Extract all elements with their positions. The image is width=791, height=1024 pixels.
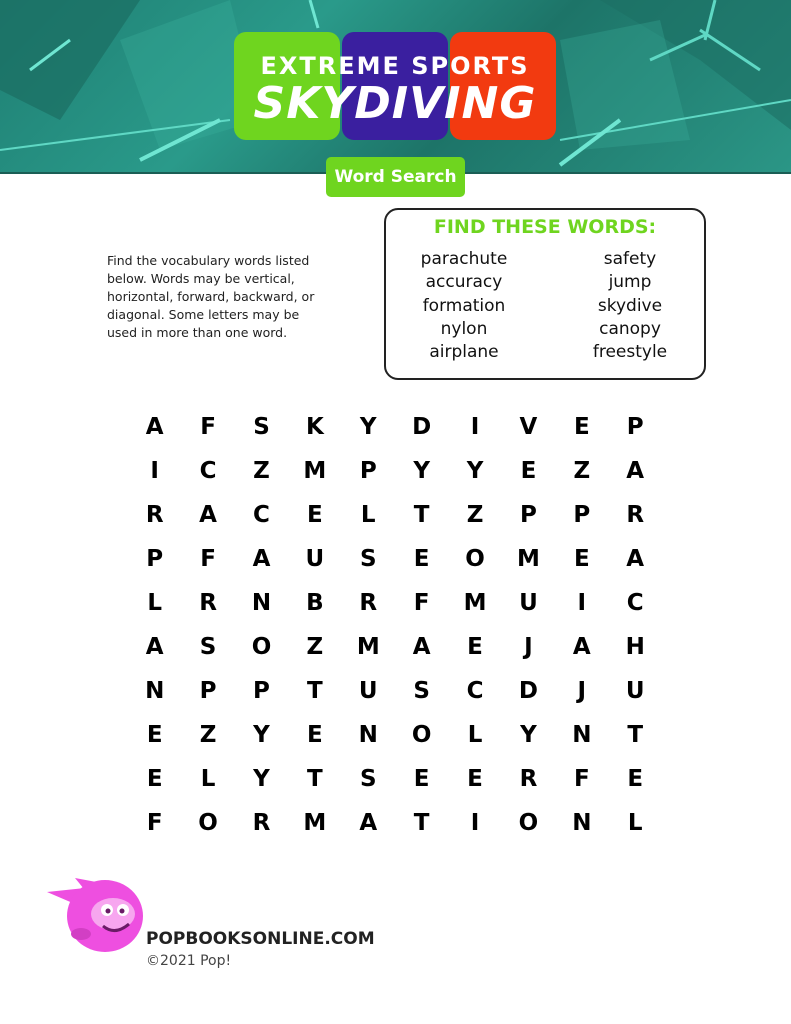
grid-letter: P — [573, 502, 591, 528]
grid-letter: E — [146, 722, 163, 748]
grid-letter: C — [199, 458, 217, 484]
grid-letter: E — [573, 414, 590, 440]
grid-letter: E — [413, 546, 430, 572]
word-item: accuracy — [425, 272, 503, 293]
grid-letter: D — [518, 678, 538, 704]
grid-letter: D — [412, 414, 432, 440]
grid-letter: J — [577, 678, 587, 704]
grid-letter: S — [253, 414, 270, 440]
grid-letter: Z — [573, 458, 591, 484]
header-banner — [0, 0, 791, 172]
grid-letter: M — [303, 458, 327, 484]
grid-letter: A — [252, 546, 271, 572]
grid-letter: I — [470, 810, 480, 836]
grid-letter: O — [251, 634, 272, 660]
grid-letter: P — [626, 414, 644, 440]
grid-letter: N — [572, 810, 592, 836]
grid-letter: I — [150, 458, 159, 484]
title-extreme-sports: EXTREME SPORTS — [260, 52, 530, 80]
grid-letter: A — [199, 502, 217, 528]
grid-letter: U — [625, 678, 645, 704]
grid-letter: A — [572, 634, 591, 660]
grid-letter: R — [626, 502, 645, 528]
grid-letter: T — [413, 810, 430, 836]
grid-letter: E — [467, 634, 483, 660]
grid-letter: C — [253, 502, 270, 528]
word-list-box — [384, 208, 706, 380]
grid-letter: U — [305, 546, 325, 572]
grid-letter: E — [146, 766, 163, 792]
grid-letter: N — [572, 722, 592, 748]
grid-letter: O — [465, 546, 485, 572]
word-item: freestyle — [592, 342, 668, 363]
grid-letter: S — [359, 766, 377, 792]
word-list-right — [560, 248, 700, 364]
grid-letter: M — [463, 590, 487, 616]
grid-letter: Z — [306, 634, 324, 660]
grid-letter: A — [145, 414, 164, 440]
grid-letter: N — [358, 722, 378, 748]
grid-letter: S — [413, 678, 430, 704]
grid-letter: O — [411, 722, 432, 748]
grid-letter: A — [626, 546, 645, 572]
grid-letter: Z — [466, 502, 484, 528]
grid-letter: U — [519, 590, 538, 616]
title-skydiving: SKYDIVING — [253, 78, 537, 129]
grid-letter: A — [359, 810, 378, 836]
grid-letter: R — [519, 766, 538, 792]
grid-letter: I — [577, 590, 587, 616]
grid-letter: A — [412, 634, 431, 660]
word-item: canopy — [599, 318, 661, 339]
grid-letter: P — [520, 502, 537, 528]
grid-letter: Y — [359, 414, 377, 440]
word-search-badge: Word Search — [326, 157, 465, 197]
letter-grid — [128, 405, 662, 845]
grid-letter: R — [145, 502, 164, 528]
grid-letter: Y — [520, 722, 537, 748]
grid-letter: J — [524, 634, 533, 660]
grid-letter: E — [307, 722, 323, 748]
grid-letter: N — [251, 590, 272, 616]
grid-letter: A — [145, 634, 164, 660]
grid-letter: K — [305, 414, 324, 440]
grid-letter: U — [358, 678, 378, 704]
grid-letter: T — [307, 766, 323, 792]
grid-letter: B — [306, 590, 324, 616]
grid-letter: F — [573, 766, 590, 792]
site-url[interactable]: POPBOOKSONLINE.COM — [146, 929, 375, 949]
grid-letter: E — [573, 546, 590, 572]
grid-letter: T — [413, 502, 430, 528]
word-item: formation — [422, 295, 506, 316]
grid-letter: E — [307, 502, 323, 528]
copyright-text: ©2021 Pop! — [146, 953, 232, 969]
grid-letter: M — [516, 546, 540, 572]
word-item: skydive — [597, 295, 663, 316]
grid-letter: C — [466, 678, 484, 704]
word-list-title: FIND THESE WORDS: — [433, 216, 657, 238]
grid-letter: T — [307, 678, 323, 704]
grid-letter: E — [627, 766, 644, 792]
grid-letter: P — [146, 546, 164, 572]
grid-letter: F — [413, 590, 430, 616]
grid-letter: F — [200, 546, 216, 572]
grid-letter: Y — [413, 458, 430, 484]
grid-letter: O — [518, 810, 539, 836]
word-list-left — [394, 248, 534, 364]
grid-letter: M — [303, 810, 327, 836]
grid-letter: P — [199, 678, 217, 704]
grid-letter: F — [146, 810, 163, 836]
grid-letter: T — [627, 722, 644, 748]
grid-letter: S — [359, 546, 377, 572]
grid-letter: R — [252, 810, 271, 836]
grid-letter: R — [199, 590, 217, 616]
grid-letter: S — [199, 634, 217, 660]
word-item: safety — [603, 249, 657, 269]
grid-letter: H — [625, 634, 645, 660]
grid-letter: Y — [253, 722, 270, 748]
grid-letter: L — [467, 722, 483, 748]
pop-mascot-icon — [45, 874, 145, 956]
grid-letter: Z — [253, 458, 270, 484]
word-item: airplane — [429, 342, 499, 363]
grid-letter: O — [198, 810, 218, 836]
grid-letter: L — [627, 810, 643, 836]
grid-letter: F — [200, 414, 216, 440]
grid-letter: E — [413, 766, 430, 792]
grid-letter: P — [359, 458, 377, 484]
grid-letter: N — [145, 678, 165, 704]
grid-letter: V — [519, 414, 538, 440]
word-item: jump — [608, 272, 652, 293]
grid-letter: L — [200, 766, 216, 792]
grid-letter: A — [626, 458, 645, 484]
grid-letter: E — [467, 766, 483, 792]
grid-letter: Y — [253, 766, 270, 792]
grid-letter: L — [147, 590, 163, 616]
instructions-text: Find the vocabulary words listed below. Words may be vertical, horizontal, forward, backward, or diagonal. Some letters may be used in more than one word. — [107, 253, 315, 340]
grid-letter: E — [520, 458, 537, 484]
grid-letter: L — [360, 502, 376, 528]
grid-letter: Z — [199, 722, 217, 748]
grid-letter: M — [356, 634, 380, 660]
grid-letter: Y — [466, 458, 484, 484]
word-item: parachute — [420, 249, 508, 269]
grid-letter: I — [470, 414, 480, 440]
grid-letter: C — [626, 590, 644, 616]
grid-letter: P — [253, 678, 270, 704]
word-item: nylon — [440, 318, 488, 339]
grid-letter: R — [359, 590, 378, 616]
